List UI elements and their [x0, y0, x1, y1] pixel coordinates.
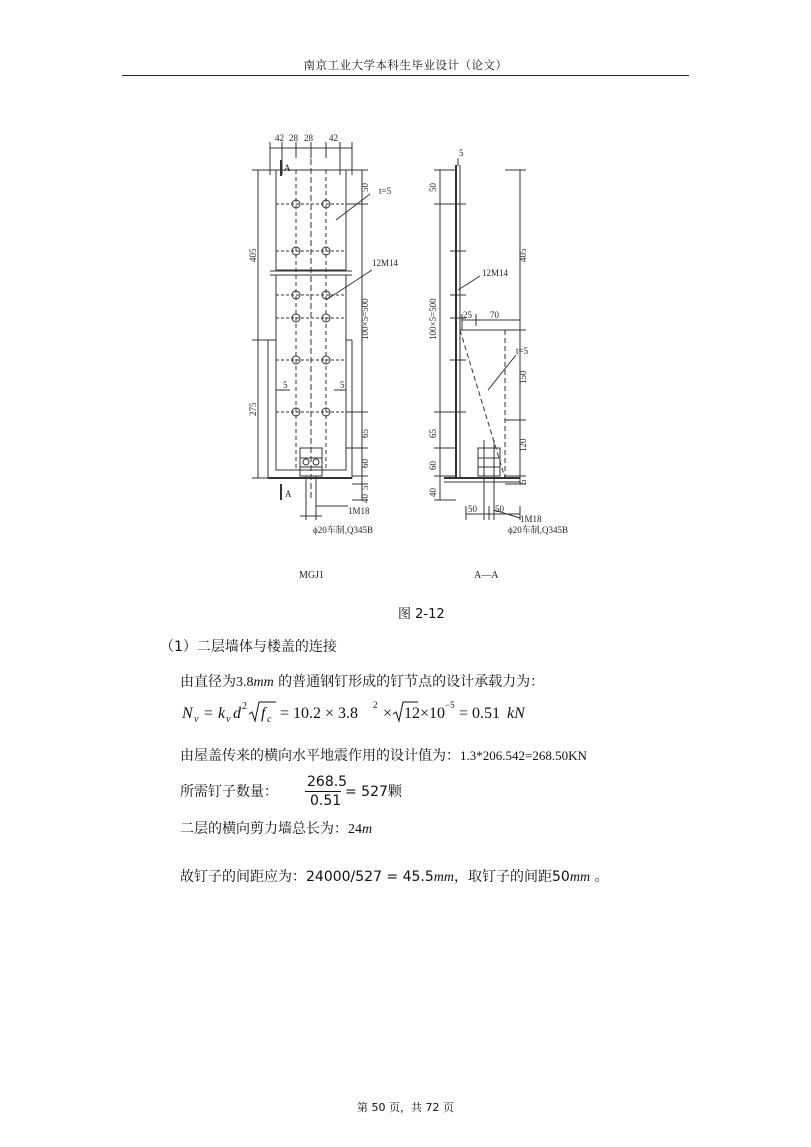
- right-dim-150: 150: [518, 370, 528, 384]
- svg-text:= 0.51: = 0.51: [459, 705, 501, 722]
- left-bolts-label: 12M14: [372, 258, 399, 268]
- section-heading: （1）二层墙体与楼盖的连接: [160, 639, 337, 655]
- right-anchor-spec: ϕ20车制,Q345B: [508, 525, 568, 535]
- nail-count-result: = 527颗: [345, 784, 402, 800]
- nail-count-fraction: [305, 774, 348, 810]
- right-dim-5: 5: [518, 479, 528, 484]
- svg-text:×: ×: [383, 705, 393, 722]
- right-view-label: A—A: [474, 570, 499, 581]
- page-footer: 第 50 页，共 72 页: [357, 1101, 454, 1114]
- fraction-numerator: 268.5: [307, 774, 348, 790]
- fraction-denominator: 0.51: [310, 793, 342, 809]
- dim-28b: 28: [304, 133, 313, 143]
- dim-42b: 42: [329, 133, 338, 143]
- svg-text:= 10.2 × 3.8: = 10.2 × 3.8: [280, 705, 359, 722]
- left-dim-405: 405: [248, 248, 258, 262]
- nail-capacity-formula: [180, 698, 540, 728]
- left-view-label: MGJ1: [299, 570, 325, 581]
- svg-text:×10: ×10: [420, 705, 446, 722]
- left-weld-5a: 5: [283, 380, 288, 390]
- svg-text:−5: −5: [445, 700, 455, 710]
- right-nut: [478, 448, 500, 476]
- right-dim-25: 25: [463, 310, 472, 320]
- fraction-bar: [305, 791, 341, 792]
- right-dim-40: 40: [428, 488, 438, 497]
- left-weld-5b: 5: [340, 380, 345, 390]
- svg-text:v: v: [226, 714, 231, 725]
- right-anchor-label: 1M18: [520, 514, 542, 524]
- page-header: 南京工业大学本科生毕业设计（论文）: [303, 58, 508, 72]
- svg-text:f: f: [261, 705, 266, 722]
- right-dim-5-top: 5: [459, 148, 464, 158]
- right-dim-65: 65: [428, 429, 438, 438]
- left-dim-65: 65: [360, 429, 370, 438]
- left-dim-40: 40: [360, 494, 370, 503]
- svg-text:d: d: [233, 705, 241, 722]
- svg-text:12: 12: [404, 705, 420, 722]
- svg-text:k: k: [218, 705, 226, 722]
- section-mark-top: A: [284, 163, 291, 173]
- right-dim-50a: 50: [468, 504, 477, 514]
- svg-text:2: 2: [373, 700, 378, 710]
- svg-text:kN: kN: [507, 705, 525, 722]
- svg-text:v: v: [194, 714, 199, 725]
- paragraph-5: 故钉子的间距应为：24000/527 = 45.5mm，取钉子的间距50mm 。: [180, 869, 609, 885]
- right-bolts-label: 12M14: [482, 268, 509, 278]
- right-dim-60: 60: [428, 461, 438, 470]
- svg-text:N: N: [182, 705, 193, 722]
- svg-text:=: =: [204, 705, 214, 722]
- svg-text:2: 2: [242, 701, 247, 712]
- right-dim-405: 405: [518, 248, 528, 262]
- left-dim-50: 50: [360, 183, 370, 192]
- dim-28a: 28: [289, 133, 298, 143]
- left-dim-bolts: 100×5=500: [360, 298, 370, 340]
- paragraph-2: 由屋盖传来的横向水平地震作用的设计值为：1.3*206.542=268.50KN: [180, 748, 587, 764]
- left-dim-5: 5: [360, 485, 370, 490]
- section-mark-bottom: A: [285, 489, 292, 499]
- left-dim-60: 60: [360, 459, 370, 468]
- left-anchor-label: 1M18: [348, 506, 370, 516]
- right-dim-50b: 50: [495, 504, 504, 514]
- left-anchor-spec: ϕ20车制,Q345B: [313, 525, 373, 535]
- right-thickness: t=5: [516, 346, 529, 356]
- paragraph-1: 由直径为3.8mm 的普通钢钉形成的钉节点的设计承载力为：: [180, 674, 545, 690]
- left-dim-275: 275: [248, 402, 258, 416]
- figure-caption: 图 2-12: [398, 607, 445, 622]
- paragraph-3-label: 所需钉子数量：: [180, 784, 278, 800]
- right-dim-50: 50: [428, 183, 438, 192]
- svg-text:c: c: [267, 714, 272, 725]
- right-dim-120: 120: [518, 438, 528, 452]
- paragraph-4: 二层的横向剪力墙总长为：24m: [180, 821, 373, 837]
- right-dim-70: 70: [490, 310, 499, 320]
- left-thickness: t=5: [379, 186, 392, 196]
- dim-42a: 42: [275, 133, 284, 143]
- right-dim-bolts: 100×5=500: [428, 298, 438, 340]
